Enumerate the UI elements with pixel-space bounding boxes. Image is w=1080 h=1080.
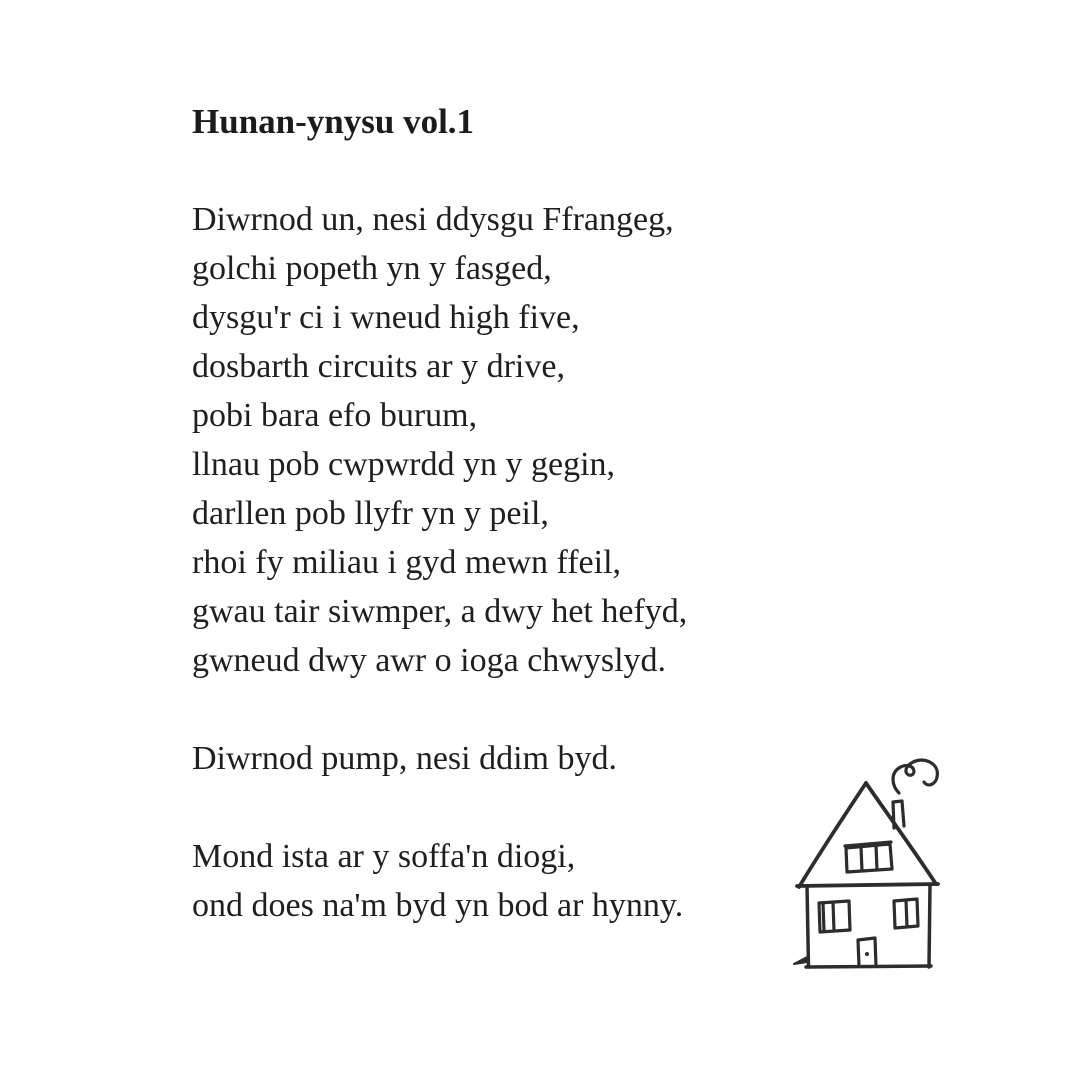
- poem-line: darllen pob llyfr yn y peil,: [192, 495, 549, 532]
- poem-line: Diwrnod un, nesi ddysgu Ffrangeg,: [192, 201, 674, 238]
- stanza: [192, 195, 687, 685]
- poem-line: ond does na'm byd yn bod ar hynny.: [192, 887, 684, 924]
- poem-title: Hunan-ynysu vol.1: [192, 102, 475, 141]
- poem: [192, 97, 687, 979]
- poem-line: rhoi fy miliau i gyd mewn ffeil,: [192, 544, 622, 581]
- poem-line: dosbarth circuits ar y drive,: [192, 348, 565, 385]
- poem-line: Mond ista ar y soffa'n diogi,: [192, 838, 576, 875]
- right-window: [894, 899, 918, 928]
- stanza: [192, 734, 687, 783]
- poem-stanzas: [192, 195, 687, 930]
- front-door: [858, 938, 876, 966]
- poem-line: gwau tair siwmper, a dwy het hefyd,: [192, 593, 688, 630]
- poem-line: pobi bara efo burum,: [192, 397, 478, 434]
- poem-line: llnau pob cwpwrdd yn y gegin,: [192, 446, 616, 483]
- stanza: [192, 832, 687, 930]
- poem-line: Diwrnod pump, nesi ddim byd.: [192, 740, 617, 777]
- poem-line: gwneud dwy awr o ioga chwyslyd.: [192, 642, 667, 679]
- base-scribble: [794, 956, 809, 964]
- poem-line: dysgu'r ci i wneud high five,: [192, 299, 580, 336]
- chimney-smoke-swirl: [893, 760, 937, 793]
- left-window: [819, 901, 850, 932]
- attic-window: [845, 842, 892, 872]
- poem-line: golchi popeth yn y fasged,: [192, 250, 552, 287]
- house-chimney: [893, 801, 904, 828]
- house-illustration: [778, 738, 1000, 988]
